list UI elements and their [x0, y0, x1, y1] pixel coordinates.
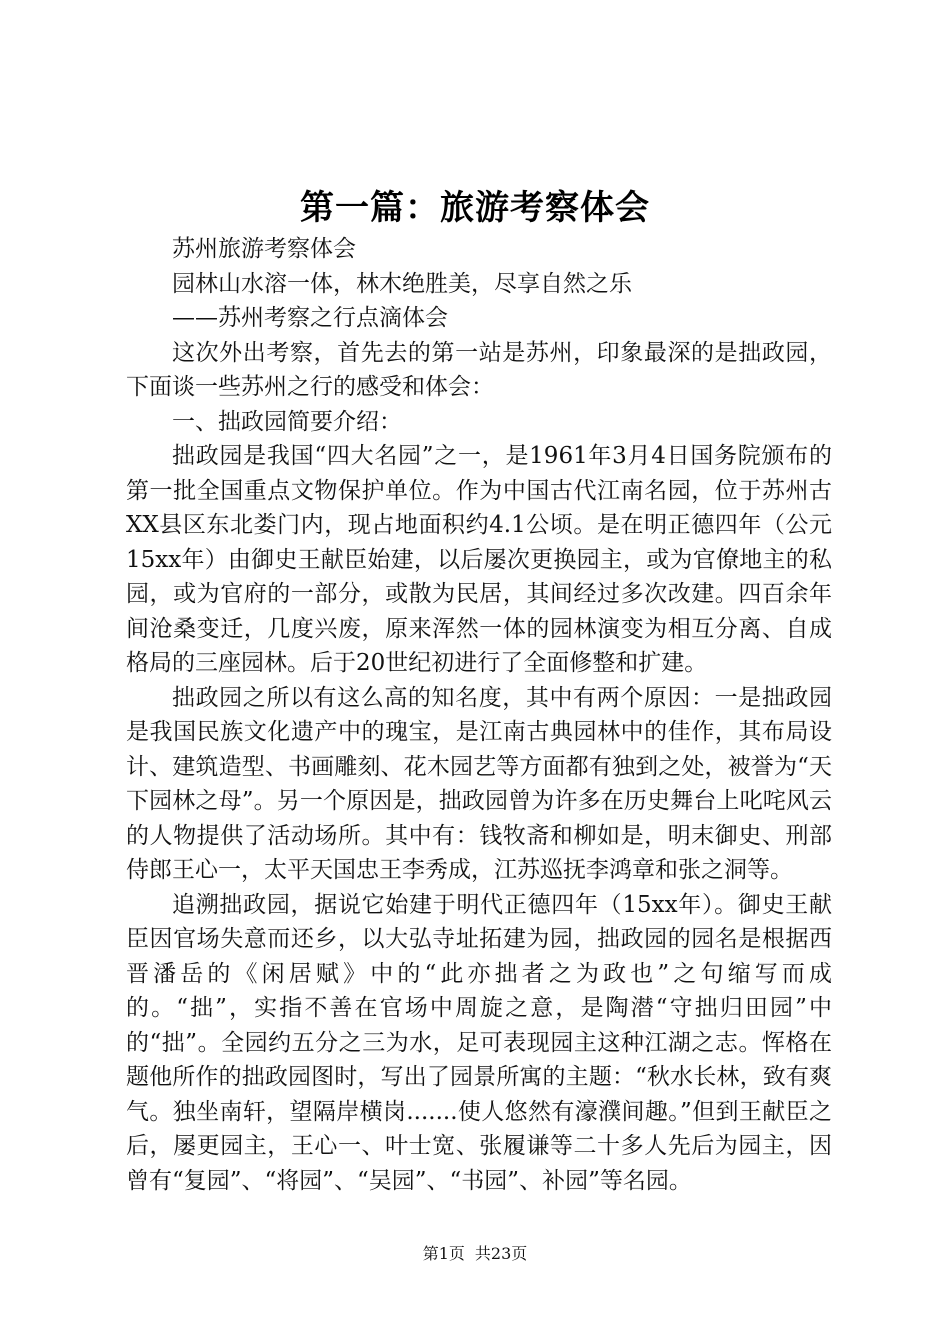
paragraph-subtitle: 苏州旅游考察体会 — [172, 236, 356, 262]
paragraph-byline: ——苏州考察之行点滴体会 — [172, 305, 448, 331]
paragraph-intro: 这次外出考察，首先去的第一站是苏州，印象最深的是拙政园，下面谈一些苏州之行的感受和体会： — [126, 339, 832, 400]
page-footer — [0, 1242, 950, 1266]
document-title: 第一篇：旅游考察体会 — [300, 188, 650, 228]
document-body — [126, 232, 832, 1198]
paragraph-body: 拙政园是我国“四大名园”之一，是1961年3月4日国务院颁布的第一批全国重点文物保护单位。作为中国古代江南名园，位于苏州古XX县区东北娄门内，现占地面积约4.1公顷。是在明正德四年（公元15xx年）由御史王献臣始建，以后屡次更换园主，或为官僚地主的私园，或为官府的一部分，或散为民居，其间经过多次改建。四百余年间沧桑变迁，几度兴废，原来浑然一体的园林演变为相互分离、自成格局的三座园林。后于20世纪初进行了全面修整和扩建。 — [126, 443, 832, 676]
page-number: 第1页 — [422, 1244, 465, 1263]
page-total: 共23页 — [474, 1244, 528, 1263]
paragraph-body: 追溯拙政园，据说它始建于明代正德四年（15xx年）。御史王献臣因官场失意而还乡，以大弘寺址拓建为园，拙政园的园名是根据西晋潘岳的《闲居赋》中的“此亦拙者之为政也”之句缩写而成的。“拙”，实指不善在官场中周旋之意，是陶潜“守拙归田园”中的“拙”。全园约五分之三为水，足可表现园主这种江湖之志。恽格在题他所作的拙政园图时，写出了园景所寓的主题：“秋水长林，致有爽气。独坐南轩，望隔岸横岗.......使人悠然有濠濮间趣。”但到王献臣之后，屡更园主，王心一、叶士宽、张履谦等二十多人先后为园主，因曾有“复园”、“将园”、“吴园”、“书园”、补园”等名园。 — [126, 891, 832, 1194]
paragraph-slogan: 园林山水溶一体，林木绝胜美，尽享自然之乐 — [172, 270, 632, 297]
section-heading: 一、拙政园简要介绍： — [172, 408, 402, 435]
paragraph-body: 拙政园之所以有这么高的知名度，其中有两个原因：一是拙政园是我国民族文化遗产中的瑰宝，是江南古典园林中的佳作，其布局设计、建筑造型、书画雕刻、花木园艺等方面都有独到之处，被誉为“天下园林之母”。另一个原因是，拙政园曾为许多在历史舞台上叱咤风云的人物提供了活动场所。其中有：钱牧斋和柳如是，明末御史、刑部侍郎王心一，太平天国忠王李秀成，江苏巡抚李鸿章和张之洞等。 — [126, 684, 832, 883]
